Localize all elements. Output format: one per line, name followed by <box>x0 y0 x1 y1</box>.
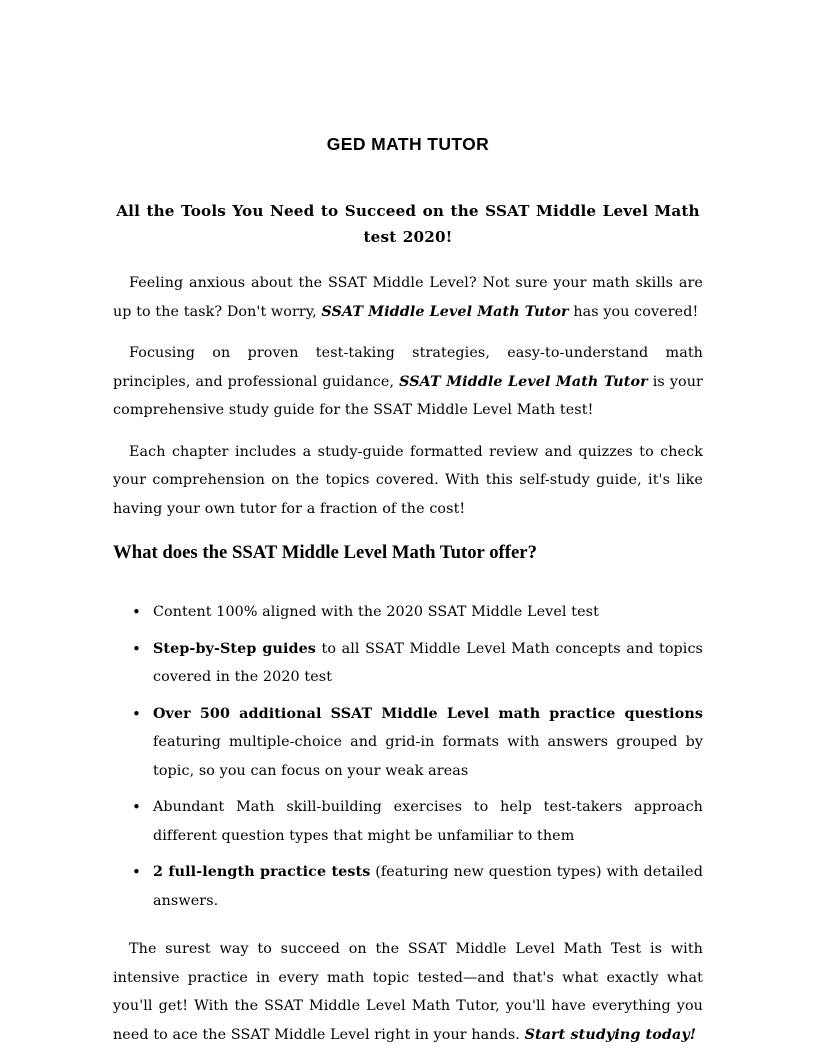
chapter-paragraph: Each chapter includes a study-guide formatted review and quizzes to check your comprehension on the topics covered. With this self-study guide, it's like having your own tutor for a fraction of the cost! <box>113 443 703 517</box>
list-item <box>113 858 703 915</box>
list-item-text: to all SSAT Middle Level Math concepts and topics covered in the 2020 test <box>153 640 703 686</box>
intro-paragraph-brand-emphasis: SSAT Middle Level Math Tutor <box>321 303 569 320</box>
list-item <box>113 598 703 627</box>
focus-paragraph <box>113 339 703 425</box>
document-content <box>113 0 703 1049</box>
intro-paragraph-text-lead: Feeling anxious about the SSAT Middle Level? Not sure your math skills are up to the task? Don't worry, <box>113 275 703 320</box>
list-item-text: featuring multiple-choice and grid-in formats with answers grouped by topic, so you can focus on your weak areas <box>153 734 703 779</box>
page-title: GED MATH TUTOR <box>326 134 490 154</box>
list-item-text: Abundant Math skill-building exercises to help test-takers approach different question types that might be unfamiliar to them <box>153 799 703 844</box>
closing-paragraph-text: The surest way to succeed on the SSAT Middle Level Math Test is with intensive practice in every math topic tested—and that's what exactly what you'll get! With the SSAT Middle Level Math Tutor, you'll have everything you need to ace the SSAT Middle Level right in your hands. <box>113 941 703 1043</box>
bullet-icon: • <box>132 603 141 622</box>
list-item <box>113 793 703 850</box>
list-item <box>113 700 703 786</box>
focus-paragraph-text-tail: is your comprehensive study guide for the SSAT Middle Level Math test! <box>113 373 703 418</box>
bullet-icon: • <box>132 639 141 658</box>
bullet-icon: • <box>132 863 141 882</box>
bullet-icon: • <box>132 798 141 817</box>
list-item-bold: Over 500 additional SSAT Middle Level math practice questions <box>153 705 703 722</box>
bullet-icon: • <box>132 704 141 723</box>
list-item-text: (featuring new question types) with detailed answers. <box>153 864 703 909</box>
focus-paragraph-brand-emphasis: SSAT Middle Level Math Tutor <box>399 373 648 390</box>
list-item-text: Content 100% aligned with the 2020 SSAT Middle Level test <box>153 604 599 621</box>
intro-paragraph-text-tail: has you covered! <box>568 303 699 320</box>
closing-paragraph <box>113 935 703 1049</box>
document-subtitle: All the Tools You Need to Succeed on the SSAT Middle Level Math test 2020! <box>116 202 700 246</box>
list-item-bold: Step-by-Step guides <box>153 640 316 657</box>
closing-call-to-action: Start studying today! <box>524 1026 697 1043</box>
list-item <box>113 635 703 692</box>
feature-list <box>113 582 703 915</box>
list-item-bold: 2 full-length practice tests <box>153 864 371 881</box>
section-heading-offer: What does the SSAT Middle Level Math Tutor offer? <box>113 541 537 563</box>
focus-paragraph-text-lead: Focusing on proven test-taking strategies, easy-to-understand math principles, and professional guidance, <box>113 345 703 390</box>
intro-paragraph <box>113 269 703 326</box>
